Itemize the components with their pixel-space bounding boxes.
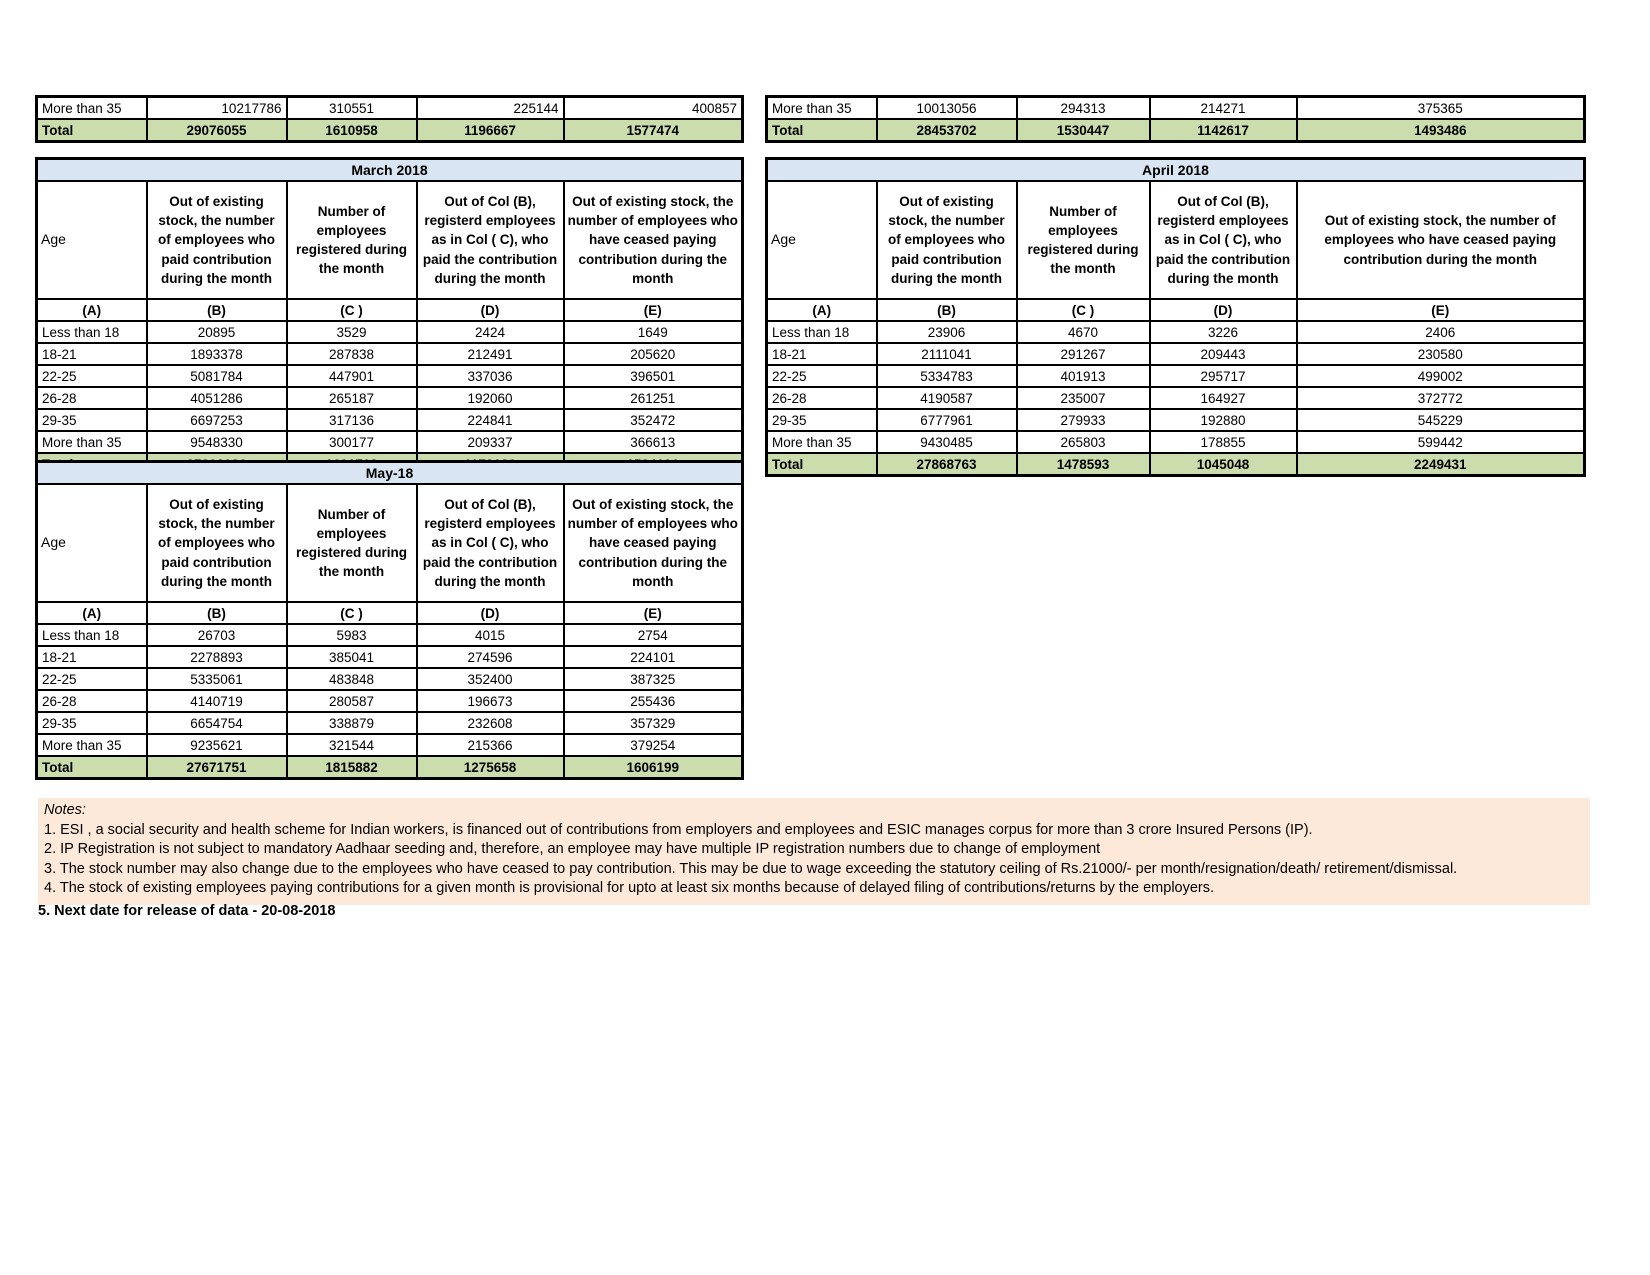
row-label-cell: More than 35: [767, 97, 877, 120]
value-cell: 5334783: [877, 365, 1017, 387]
value-cell: 287838: [287, 343, 417, 365]
row-label-cell: Total: [767, 119, 877, 142]
row-label-cell: Less than 18: [767, 321, 877, 343]
value-cell: 337036: [417, 365, 564, 387]
value-cell: 1142617: [1150, 119, 1297, 142]
value-cell: 26703: [147, 624, 287, 646]
value-cell: 2249431: [1297, 453, 1585, 476]
row-label-cell: 29-35: [767, 409, 877, 431]
value-cell: 1815882: [287, 756, 417, 779]
value-cell: 265187: [287, 387, 417, 409]
value-cell: 1045048: [1150, 453, 1297, 476]
data-row: [37, 431, 743, 453]
row-label-cell: 29-35: [37, 712, 147, 734]
letter-cell: (C ): [287, 602, 417, 624]
row-label-cell: More than 35: [767, 431, 877, 453]
note-item: 1. ESI , a social security and health scheme for Indian workers, is financed out of contributions from employers and employees and ESIC manages corpus for more than 3 crore Insured Persons (IP).: [44, 821, 1313, 838]
row-label-cell: More than 35: [37, 97, 147, 120]
data-row: [767, 97, 1585, 120]
row-label-cell: 18-21: [37, 343, 147, 365]
letter-cell: (D): [417, 299, 564, 321]
row-label-cell: 18-21: [37, 646, 147, 668]
data-row: [37, 343, 743, 365]
row-label-cell: 26-28: [37, 387, 147, 409]
value-cell: 178855: [1150, 431, 1297, 453]
value-cell: 5983: [287, 624, 417, 646]
value-cell: 20895: [147, 321, 287, 343]
value-cell: 338879: [287, 712, 417, 734]
row-label-cell: More than 35: [37, 734, 147, 756]
letter-cell: (A): [37, 602, 147, 624]
column-header-c: Number of employees registered during the month: [1017, 181, 1150, 299]
value-cell: 372772: [1297, 387, 1585, 409]
value-cell: 300177: [287, 431, 417, 453]
data-row: [767, 431, 1585, 453]
value-cell: 274596: [417, 646, 564, 668]
value-cell: 387325: [564, 668, 743, 690]
age-column-header: Age: [767, 181, 877, 299]
row-label-cell: 26-28: [37, 690, 147, 712]
value-cell: 4670: [1017, 321, 1150, 343]
row-label-cell: Total: [37, 119, 147, 142]
data-row: [767, 387, 1585, 409]
data-row: [37, 624, 743, 646]
value-cell: 4140719: [147, 690, 287, 712]
value-cell: 499002: [1297, 365, 1585, 387]
column-letter-row: [767, 299, 1585, 321]
value-cell: 23906: [877, 321, 1017, 343]
table-title: April 2018: [767, 159, 1585, 182]
row-label-cell: More than 35: [37, 431, 147, 453]
value-cell: 375365: [1297, 97, 1585, 120]
row-label-cell: Less than 18: [37, 624, 147, 646]
value-cell: 1530447: [1017, 119, 1150, 142]
column-header-e: Out of existing stock, the number of employees who have ceased paying contribution during the month: [564, 181, 743, 299]
value-cell: 352472: [564, 409, 743, 431]
letter-cell: (E): [564, 602, 743, 624]
data-row: [37, 365, 743, 387]
letter-cell: (C ): [1017, 299, 1150, 321]
value-cell: 261251: [564, 387, 743, 409]
letter-cell: (E): [1297, 299, 1585, 321]
value-cell: 214271: [1150, 97, 1297, 120]
value-cell: 235007: [1017, 387, 1150, 409]
value-cell: 215366: [417, 734, 564, 756]
column-header-e: Out of existing stock, the number of employees who have ceased paying contribution during the month: [564, 484, 743, 602]
release-date-note: 5. Next date for release of data - 20-08-2018: [38, 903, 336, 919]
table-march-2018: [35, 157, 744, 477]
column-header-e: Out of existing stock, the number of employees who have ceased paying contribution during the month: [1297, 181, 1585, 299]
value-cell: 4015: [417, 624, 564, 646]
value-cell: 224101: [564, 646, 743, 668]
value-cell: 357329: [564, 712, 743, 734]
value-cell: 192880: [1150, 409, 1297, 431]
value-cell: 196673: [417, 690, 564, 712]
value-cell: 224841: [417, 409, 564, 431]
note-item: 2. IP Registration is not subject to mandatory Aadhaar seeding and, therefore, an employee may have multiple IP registration numbers due to change of employment: [44, 841, 1101, 857]
value-cell: 545229: [1297, 409, 1585, 431]
note-item: 3. The stock number may also change due to the employees who have ceased to pay contribution. This may be due to wage exceeding the statutory ceiling of Rs.21000/- per month/resignation/death/ retirement/dismissal.: [44, 860, 1458, 877]
data-row: [37, 321, 743, 343]
value-cell: 27868763: [877, 453, 1017, 476]
value-cell: 385041: [287, 646, 417, 668]
value-cell: 280587: [287, 690, 417, 712]
month-table-may: [35, 460, 744, 780]
value-cell: 209443: [1150, 343, 1297, 365]
row-label-cell: 22-25: [37, 365, 147, 387]
value-cell: 2754: [564, 624, 743, 646]
value-cell: 317136: [287, 409, 417, 431]
value-cell: 4190587: [877, 387, 1017, 409]
value-cell: 10013056: [877, 97, 1017, 120]
column-header-b: Out of existing stock, the number of employees who paid contribution during the month: [147, 181, 287, 299]
value-cell: 321544: [287, 734, 417, 756]
letter-cell: (A): [37, 299, 147, 321]
value-cell: 4051286: [147, 387, 287, 409]
value-cell: 294313: [1017, 97, 1150, 120]
value-cell: 6777961: [877, 409, 1017, 431]
value-cell: 230580: [1297, 343, 1585, 365]
data-row: [37, 712, 743, 734]
letter-cell: (D): [1150, 299, 1297, 321]
value-cell: 9548330: [147, 431, 287, 453]
value-cell: 9235621: [147, 734, 287, 756]
table-title: May-18: [37, 462, 743, 485]
note-item: 4. The stock of existing employees paying contributions for a given month is provisional for upto at least six months because of delayed filing of contributions/returns by the employers.: [44, 880, 1215, 896]
row-label-cell: 22-25: [767, 365, 877, 387]
value-cell: 205620: [564, 343, 743, 365]
month-table-april: [765, 157, 1586, 477]
table-title: March 2018: [37, 159, 743, 182]
value-cell: 1893378: [147, 343, 287, 365]
data-row: [37, 668, 743, 690]
value-cell: 1275658: [417, 756, 564, 779]
data-row: [767, 409, 1585, 431]
letter-cell: (D): [417, 602, 564, 624]
row-label-cell: 26-28: [767, 387, 877, 409]
column-header-d: Out of Col (B), registerd employees as in Col ( C), who paid the contribution during the month: [417, 181, 564, 299]
value-cell: 255436: [564, 690, 743, 712]
value-cell: 1493486: [1297, 119, 1585, 142]
age-column-header: Age: [37, 181, 147, 299]
letter-cell: (E): [564, 299, 743, 321]
notes-heading: Notes:: [44, 802, 86, 818]
value-cell: 3226: [1150, 321, 1297, 343]
column-header-b: Out of existing stock, the number of employees who paid contribution during the month: [147, 484, 287, 602]
value-cell: 6654754: [147, 712, 287, 734]
value-cell: 232608: [417, 712, 564, 734]
value-cell: 2406: [1297, 321, 1585, 343]
value-cell: 379254: [564, 734, 743, 756]
column-header-c: Number of employees registered during the month: [287, 484, 417, 602]
value-cell: 192060: [417, 387, 564, 409]
row-label-cell: 29-35: [37, 409, 147, 431]
value-cell: 352400: [417, 668, 564, 690]
letter-cell: (C ): [287, 299, 417, 321]
total-row: [37, 119, 743, 142]
partial-table-right-grid: [765, 95, 1586, 143]
value-cell: 1577474: [564, 119, 743, 142]
column-header-c: Number of employees registered during the month: [287, 181, 417, 299]
value-cell: 483848: [287, 668, 417, 690]
value-cell: 279933: [1017, 409, 1150, 431]
value-cell: 447901: [287, 365, 417, 387]
data-row: [37, 387, 743, 409]
value-cell: 10217786: [147, 97, 287, 120]
value-cell: 5081784: [147, 365, 287, 387]
value-cell: 1478593: [1017, 453, 1150, 476]
value-cell: 291267: [1017, 343, 1150, 365]
total-row: [37, 756, 743, 779]
row-label-cell: 22-25: [37, 668, 147, 690]
value-cell: 265803: [1017, 431, 1150, 453]
column-header-d: Out of Col (B), registerd employees as in Col ( C), who paid the contribution during the month: [1150, 181, 1297, 299]
value-cell: 1610958: [287, 119, 417, 142]
row-label-cell: Total: [767, 453, 877, 476]
letter-cell: (A): [767, 299, 877, 321]
value-cell: 9430485: [877, 431, 1017, 453]
data-row: [37, 646, 743, 668]
letter-cell: (B): [877, 299, 1017, 321]
value-cell: 1196667: [417, 119, 564, 142]
partial-table-right: [765, 95, 1586, 143]
partial-table-left: [35, 95, 744, 143]
letter-cell: (B): [147, 299, 287, 321]
value-cell: 1606199: [564, 756, 743, 779]
value-cell: 2111041: [877, 343, 1017, 365]
value-cell: 5335061: [147, 668, 287, 690]
data-row: [37, 734, 743, 756]
data-row: [767, 343, 1585, 365]
value-cell: 164927: [1150, 387, 1297, 409]
table-april-2018: [765, 157, 1586, 477]
data-row: [37, 690, 743, 712]
column-header-d: Out of Col (B), registerd employees as in Col ( C), who paid the contribution during the month: [417, 484, 564, 602]
value-cell: 29076055: [147, 119, 287, 142]
value-cell: 396501: [564, 365, 743, 387]
row-label-cell: 18-21: [767, 343, 877, 365]
value-cell: 225144: [417, 97, 564, 120]
letter-cell: (B): [147, 602, 287, 624]
age-column-header: Age: [37, 484, 147, 602]
column-header-b: Out of existing stock, the number of employees who paid contribution during the month: [877, 181, 1017, 299]
notes-section: [38, 798, 1590, 905]
value-cell: 2278893: [147, 646, 287, 668]
data-row: [37, 409, 743, 431]
data-row: [767, 321, 1585, 343]
table-may-2018: [35, 460, 744, 780]
value-cell: 366613: [564, 431, 743, 453]
row-label-cell: Less than 18: [37, 321, 147, 343]
total-row: [767, 453, 1585, 476]
data-row: [767, 365, 1585, 387]
total-row: [767, 119, 1585, 142]
value-cell: 6697253: [147, 409, 287, 431]
value-cell: 28453702: [877, 119, 1017, 142]
data-row: [37, 97, 743, 120]
value-cell: 209337: [417, 431, 564, 453]
value-cell: 295717: [1150, 365, 1297, 387]
value-cell: 27671751: [147, 756, 287, 779]
value-cell: 1649: [564, 321, 743, 343]
value-cell: 3529: [287, 321, 417, 343]
month-table-march: [35, 157, 744, 477]
column-letter-row: [37, 299, 743, 321]
partial-table-left-grid: [35, 95, 744, 143]
value-cell: 212491: [417, 343, 564, 365]
row-label-cell: Total: [37, 756, 147, 779]
value-cell: 310551: [287, 97, 417, 120]
value-cell: 2424: [417, 321, 564, 343]
column-letter-row: [37, 602, 743, 624]
value-cell: 401913: [1017, 365, 1150, 387]
value-cell: 599442: [1297, 431, 1585, 453]
value-cell: 400857: [564, 97, 743, 120]
